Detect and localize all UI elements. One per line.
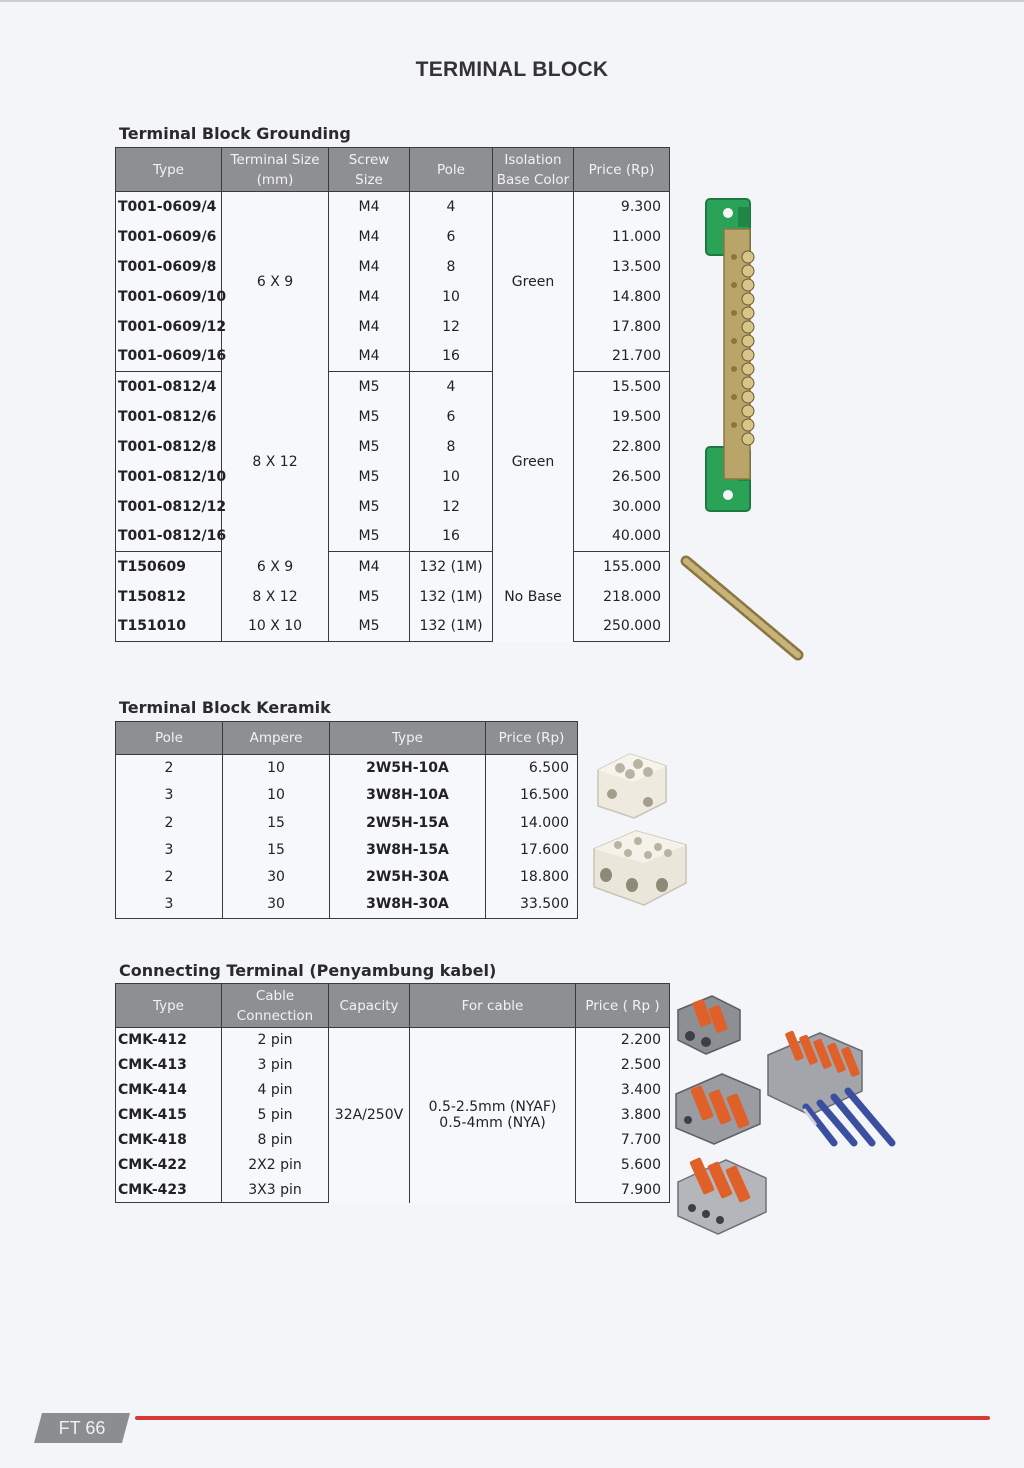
table-row xyxy=(116,782,578,809)
type-cell: CMK-412 xyxy=(116,1028,222,1053)
type-cell: CMK-413 xyxy=(116,1053,222,1078)
col-header-price: Price (Rp) xyxy=(574,148,670,192)
table-row xyxy=(116,402,670,432)
col-header-screw-size: Screw Size xyxy=(329,148,410,192)
type-cell: T001-0812/16 xyxy=(116,522,222,552)
col-header-cable-connection: Cable Connection xyxy=(222,984,329,1028)
table-row xyxy=(116,612,670,642)
table-row xyxy=(116,462,670,492)
page-title: TERMINAL BLOCK xyxy=(415,58,609,81)
keramik-table xyxy=(115,721,578,919)
price-cell: 11.000 xyxy=(574,222,670,252)
col-header-pole: Pole xyxy=(116,722,223,755)
pole-cell: 10 xyxy=(410,282,493,312)
type-cell: CMK-423 xyxy=(116,1178,222,1203)
type-cell: T001-0609/16 xyxy=(116,342,222,372)
terminal-size-cell: 6 X 9 xyxy=(222,552,329,582)
page-number: FT 66 xyxy=(58,1418,106,1438)
ceramic-block-large-image xyxy=(590,825,690,910)
table-row xyxy=(116,809,578,836)
price-cell: 9.300 xyxy=(574,192,670,222)
price-cell: 33.500 xyxy=(486,891,578,918)
table-row xyxy=(116,552,670,582)
cable-cell: 5 pin xyxy=(222,1103,329,1128)
connector-5pin-with-cables-image xyxy=(764,1025,904,1149)
price-cell: 14.800 xyxy=(574,282,670,312)
type-cell: CMK-422 xyxy=(116,1153,222,1178)
brass-terminal-bar-image xyxy=(680,553,805,663)
col-header-terminal-size: Terminal Size (mm) xyxy=(222,148,329,192)
price-cell: 3.400 xyxy=(576,1078,670,1103)
terminal-size-cell: 6 X 9 xyxy=(222,192,329,372)
type-cell: T001-0812/6 xyxy=(116,402,222,432)
pole-cell: 132 (1M) xyxy=(410,612,493,642)
screw-cell: M4 xyxy=(329,342,410,372)
ampere-cell: 10 xyxy=(223,755,330,782)
screw-cell: M5 xyxy=(329,402,410,432)
green-base-terminal-bar-image xyxy=(700,195,776,517)
table-row xyxy=(116,522,670,552)
screw-cell: M5 xyxy=(329,522,410,552)
ampere-cell: 15 xyxy=(223,836,330,863)
capacity-cell: 32A/250V xyxy=(329,1028,410,1203)
table-row xyxy=(116,755,578,782)
table-row xyxy=(116,372,670,402)
table-row xyxy=(116,864,578,891)
price-cell: 15.500 xyxy=(574,372,670,402)
table-row xyxy=(116,582,670,612)
table-row xyxy=(116,252,670,282)
type-cell: T001-0609/4 xyxy=(116,192,222,222)
type-cell: 2W5H-10A xyxy=(330,755,486,782)
type-cell: T001-0609/8 xyxy=(116,252,222,282)
type-cell: CMK-415 xyxy=(116,1103,222,1128)
col-header-type: Type xyxy=(116,984,222,1028)
table-row xyxy=(116,1028,670,1053)
price-cell: 22.800 xyxy=(574,432,670,462)
pole-cell: 2 xyxy=(116,755,223,782)
type-cell: T001-0609/12 xyxy=(116,312,222,342)
col-header-pole: Pole xyxy=(410,148,493,192)
terminal-size-cell: 8 X 12 xyxy=(222,582,329,612)
pole-cell: 6 xyxy=(410,402,493,432)
cable-cell: 4 pin xyxy=(222,1078,329,1103)
cable-cell: 2X2 pin xyxy=(222,1153,329,1178)
price-cell: 19.500 xyxy=(574,402,670,432)
pole-cell: 12 xyxy=(410,492,493,522)
price-cell: 7.900 xyxy=(576,1178,670,1203)
connector-3pin-image xyxy=(670,1068,766,1148)
price-cell: 26.500 xyxy=(574,462,670,492)
screw-cell: M4 xyxy=(329,252,410,282)
cable-cell: 8 pin xyxy=(222,1128,329,1153)
grounding-table xyxy=(115,147,670,642)
type-cell: T001-0609/6 xyxy=(116,222,222,252)
screw-cell: M4 xyxy=(329,222,410,252)
price-cell: 17.600 xyxy=(486,836,578,863)
for-cable-cell: 0.5-2.5mm (NYAF) 0.5-4mm (NYA) xyxy=(410,1028,576,1203)
table-row xyxy=(116,492,670,522)
section-title-keramik: Terminal Block Keramik xyxy=(119,698,331,717)
col-header-for-cable: For cable xyxy=(410,984,576,1028)
price-cell: 2.500 xyxy=(576,1053,670,1078)
connecting-header-row xyxy=(116,984,670,1028)
price-cell: 218.000 xyxy=(574,582,670,612)
pole-cell: 10 xyxy=(410,462,493,492)
connecting-table xyxy=(115,983,670,1203)
ceramic-block-small-image xyxy=(590,742,680,822)
screw-cell: M5 xyxy=(329,492,410,522)
table-row xyxy=(116,312,670,342)
table-row xyxy=(116,282,670,312)
type-cell: T150609 xyxy=(116,552,222,582)
pole-cell: 132 (1M) xyxy=(410,552,493,582)
pole-cell: 16 xyxy=(410,522,493,552)
pole-cell: 2 xyxy=(116,809,223,836)
type-cell: T001-0609/10 xyxy=(116,282,222,312)
type-cell: 3W8H-30A xyxy=(330,891,486,918)
pole-cell: 132 (1M) xyxy=(410,582,493,612)
pole-cell: 3 xyxy=(116,782,223,809)
screw-cell: M5 xyxy=(329,432,410,462)
ampere-cell: 15 xyxy=(223,809,330,836)
screw-cell: M4 xyxy=(329,552,410,582)
terminal-size-cell: 8 X 12 xyxy=(222,372,329,552)
screw-cell: M5 xyxy=(329,582,410,612)
col-header-price: Price (Rp) xyxy=(486,722,578,755)
type-cell: 2W5H-15A xyxy=(330,809,486,836)
type-cell: 3W8H-15A xyxy=(330,836,486,863)
table-row xyxy=(116,432,670,462)
type-cell: T150812 xyxy=(116,582,222,612)
section-title-grounding: Terminal Block Grounding xyxy=(119,124,351,143)
type-cell: T001-0812/4 xyxy=(116,372,222,402)
grounding-header-row xyxy=(116,148,670,192)
pole-cell: 12 xyxy=(410,312,493,342)
col-header-type: Type xyxy=(116,148,222,192)
type-cell: CMK-414 xyxy=(116,1078,222,1103)
base-color-cell: Green xyxy=(493,192,574,372)
price-cell: 40.000 xyxy=(574,522,670,552)
pole-cell: 6 xyxy=(410,222,493,252)
cable-cell: 3X3 pin xyxy=(222,1178,329,1203)
price-cell: 7.700 xyxy=(576,1128,670,1153)
pole-cell: 2 xyxy=(116,864,223,891)
page-number-badge xyxy=(34,1413,130,1443)
col-header-price: Price ( Rp ) xyxy=(576,984,670,1028)
price-cell: 3.800 xyxy=(576,1103,670,1128)
screw-cell: M5 xyxy=(329,612,410,642)
type-cell: T001-0812/12 xyxy=(116,492,222,522)
type-cell: 3W8H-10A xyxy=(330,782,486,809)
ampere-cell: 30 xyxy=(223,891,330,918)
price-cell: 16.500 xyxy=(486,782,578,809)
screw-cell: M5 xyxy=(329,372,410,402)
table-row xyxy=(116,836,578,863)
screw-cell: M4 xyxy=(329,282,410,312)
cable-cell: 3 pin xyxy=(222,1053,329,1078)
col-header-type: Type xyxy=(330,722,486,755)
pole-cell: 8 xyxy=(410,252,493,282)
table-row xyxy=(116,342,670,372)
price-cell: 13.500 xyxy=(574,252,670,282)
pole-cell: 16 xyxy=(410,342,493,372)
col-header-ampere: Ampere xyxy=(223,722,330,755)
cable-cell: 2 pin xyxy=(222,1028,329,1053)
terminal-size-cell: 10 X 10 xyxy=(222,612,329,642)
footer-accent-line xyxy=(135,1416,990,1420)
pole-cell: 3 xyxy=(116,836,223,863)
price-cell: 155.000 xyxy=(574,552,670,582)
price-cell: 18.800 xyxy=(486,864,578,891)
table-row xyxy=(116,192,670,222)
keramik-header-row xyxy=(116,722,578,755)
price-cell: 6.500 xyxy=(486,755,578,782)
pole-cell: 4 xyxy=(410,372,493,402)
type-cell: T151010 xyxy=(116,612,222,642)
ampere-cell: 30 xyxy=(223,864,330,891)
type-cell: 2W5H-30A xyxy=(330,864,486,891)
base-color-cell: Green xyxy=(493,372,574,552)
connector-3pin-compact-image xyxy=(672,1150,772,1238)
pole-cell: 8 xyxy=(410,432,493,462)
table-row xyxy=(116,222,670,252)
base-color-cell: No Base xyxy=(493,552,574,642)
type-cell: T001-0812/8 xyxy=(116,432,222,462)
price-cell: 2.200 xyxy=(576,1028,670,1053)
type-cell: T001-0812/10 xyxy=(116,462,222,492)
screw-cell: M5 xyxy=(329,462,410,492)
type-cell: CMK-418 xyxy=(116,1128,222,1153)
price-cell: 250.000 xyxy=(574,612,670,642)
price-cell: 30.000 xyxy=(574,492,670,522)
top-rule xyxy=(0,0,1024,2)
connector-2pin-image xyxy=(672,990,746,1060)
price-cell: 5.600 xyxy=(576,1153,670,1178)
screw-cell: M4 xyxy=(329,312,410,342)
price-cell: 17.800 xyxy=(574,312,670,342)
col-header-isolation: Isolation Base Color xyxy=(493,148,574,192)
col-header-capacity: Capacity xyxy=(329,984,410,1028)
pole-cell: 4 xyxy=(410,192,493,222)
table-row xyxy=(116,891,578,918)
screw-cell: M4 xyxy=(329,192,410,222)
ampere-cell: 10 xyxy=(223,782,330,809)
price-cell: 14.000 xyxy=(486,809,578,836)
section-title-connecting: Connecting Terminal (Penyambung kabel) xyxy=(119,961,497,980)
pole-cell: 3 xyxy=(116,891,223,918)
price-cell: 21.700 xyxy=(574,342,670,372)
